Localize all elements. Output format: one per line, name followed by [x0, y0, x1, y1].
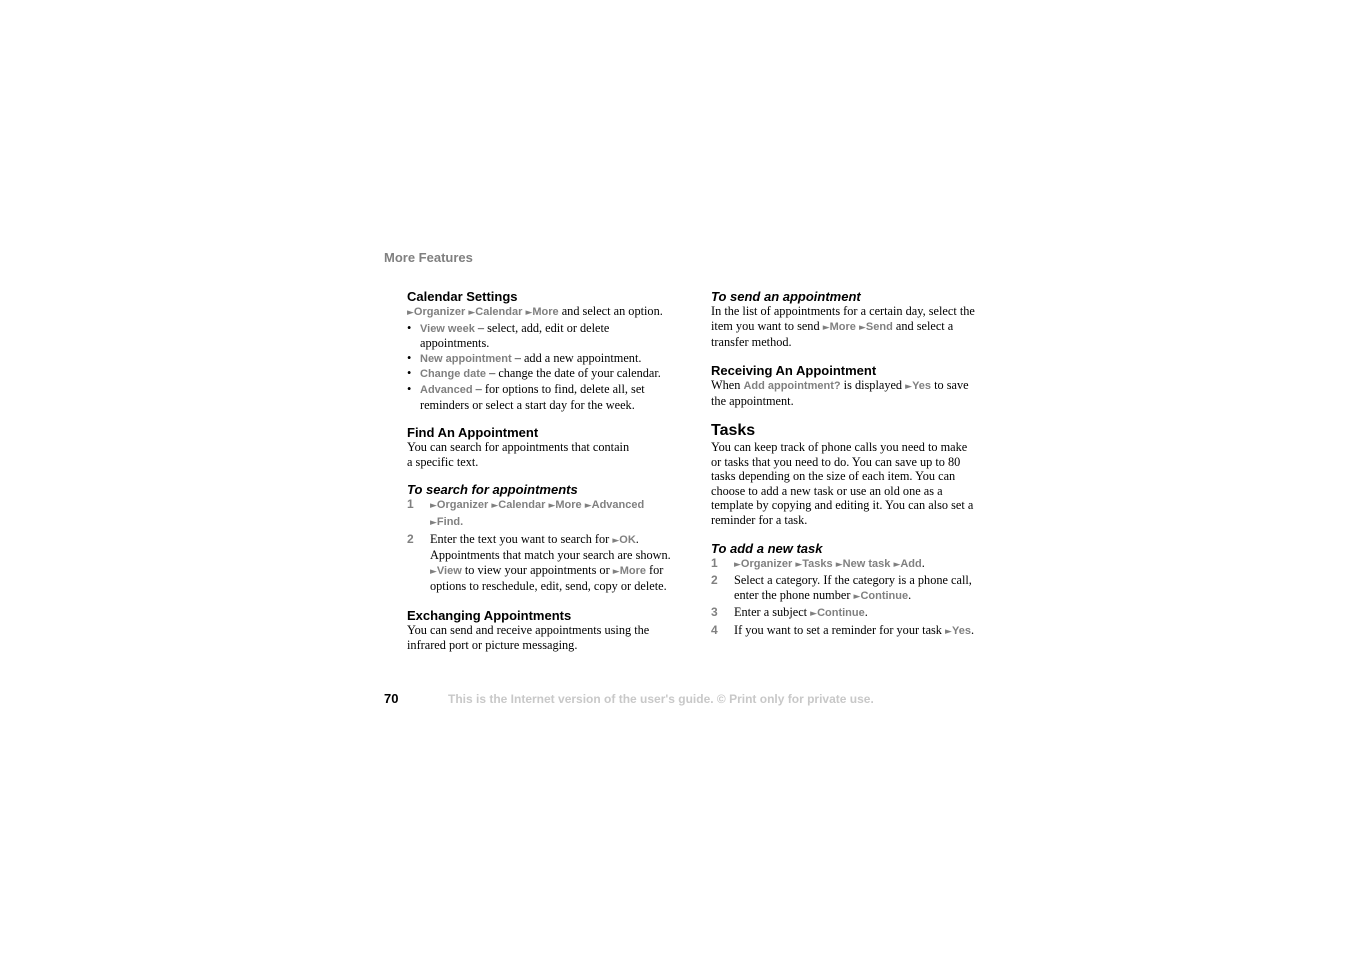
exchanging-appointments-text: You can send and receive appointments using the infrared port or picture messaging.	[407, 622, 650, 652]
arrow-icon: ►	[734, 559, 741, 570]
tasks-title: Tasks	[711, 421, 756, 439]
page-header: More Features	[384, 250, 473, 265]
list-item: • Advanced – for options to find, delete all, set reminders or select a start day for the week.	[407, 382, 675, 412]
calendar-options-list	[407, 321, 675, 413]
tasks-text: You can keep track of phone calls you need to make or tasks that you need to do. You can save up to 80 tasks depending on the size of each item. You can choose to add a new task or use an old one as a template by copying and editing it. You can also set a reminder for a task.	[711, 439, 974, 527]
right-column	[711, 289, 979, 641]
receiving-appointment-text: When Add appointment? is displayed ►Yes to save the appointment.	[711, 377, 969, 409]
step-item: 1 ►Organizer ►Calendar ►More ►Advanced ►Find.	[407, 497, 645, 528]
find-appointment-title: Find An Appointment	[407, 425, 539, 441]
arrow-icon: ►	[858, 322, 866, 333]
arrow-icon: ►	[612, 566, 620, 577]
arrow-icon: ►	[525, 308, 533, 318]
arrow-icon: ►	[612, 535, 620, 546]
arrow-icon: ►	[905, 381, 913, 392]
arrow-icon: ►	[822, 322, 830, 333]
arrow-icon: ►	[430, 517, 437, 528]
step-item: 3 Enter a subject ►Continue.	[711, 605, 868, 620]
list-item: • New appointment – add a new appointment.	[407, 351, 675, 367]
find-appointment-text: You can search for appointments that contain a specific text.	[407, 440, 630, 469]
arrow-icon: ►	[835, 559, 843, 570]
list-item: • View week – select, add, edit or delete appointments.	[407, 321, 675, 351]
list-item: • Change date – change the date of your calendar.	[407, 366, 675, 382]
arrow-icon: ►	[584, 501, 592, 512]
arrow-icon: ►	[430, 501, 437, 512]
send-appointment-text: In the list of appointments for a certain day, select the item you want to send ►More ►Send and select a transfer method.	[711, 304, 975, 350]
exchanging-appointments-title: Exchanging Appointments	[407, 607, 572, 623]
step-item: 2 Enter the text you want to search for ►OK. Appointments that match your search are shown. ►View to view your appointments or ►More for options to reschedule, edit, send, copy or delete.	[407, 531, 671, 594]
arrow-icon: ►	[407, 308, 414, 318]
add-task-steps	[711, 556, 979, 640]
calendar-settings-title: Calendar Settings	[407, 289, 518, 304]
search-appointments-title: To search for appointments	[407, 482, 578, 498]
footer-note: This is the Internet version of the user's guide. © Print only for private use.	[448, 692, 874, 706]
arrow-icon: ►	[853, 591, 861, 602]
add-task-title: To add a new task	[711, 540, 823, 556]
receiving-appointment-title: Receiving An Appointment	[711, 362, 877, 378]
arrow-icon: ►	[795, 559, 803, 570]
step-item: 1 ►Organizer ►Tasks ►New task ►Add.	[711, 555, 925, 570]
search-steps	[407, 497, 675, 594]
arrow-icon: ►	[945, 626, 952, 637]
step-item: 2 Select a category. If the category is a phone call, enter the phone number ►Continue.	[711, 573, 972, 602]
arrow-icon: ►	[430, 566, 437, 577]
calendar-settings-path: ►Organizer ►Calendar ►More and select an option.	[407, 304, 663, 318]
send-appointment-title: To send an appointment	[711, 289, 861, 304]
arrow-icon: ►	[810, 609, 818, 620]
step-item: 4 If you want to set a reminder for your task ►Yes.	[711, 622, 975, 637]
page-number: 70	[384, 691, 399, 706]
left-column	[407, 289, 675, 652]
arrow-icon: ►	[548, 501, 556, 512]
arrow-icon: ►	[468, 308, 476, 318]
arrow-icon: ►	[893, 559, 901, 570]
arrow-icon: ►	[491, 501, 499, 512]
